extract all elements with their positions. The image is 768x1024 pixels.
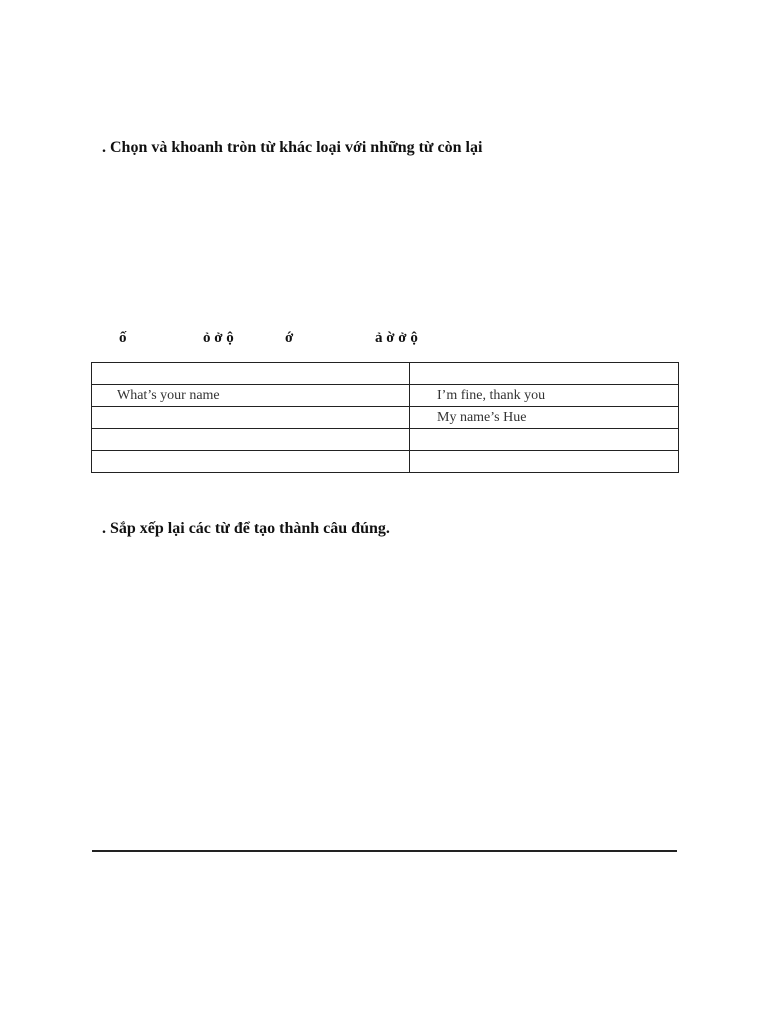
answer-cell <box>410 451 679 473</box>
table-row <box>92 407 679 429</box>
text-fragment: ố <box>119 330 127 346</box>
answer-cell <box>410 429 679 451</box>
question-cell <box>92 407 410 429</box>
section-heading-reorder-words: . Sắp xếp lại các từ để tạo thành câu đúng. <box>102 520 390 537</box>
question-cell <box>92 451 410 473</box>
answer-cell: My name’s Hue <box>410 407 679 429</box>
answer-cell <box>410 363 679 385</box>
table-row <box>92 429 679 451</box>
table-row <box>92 451 679 473</box>
question-cell <box>92 429 410 451</box>
text-fragment: ớ <box>285 330 294 346</box>
section-heading-odd-one-out: . Chọn và khoanh tròn từ khác loại với những từ còn lại <box>102 139 483 156</box>
question-cell <box>92 363 410 385</box>
horizontal-rule <box>92 850 677 852</box>
question-cell: What’s your name <box>92 385 410 407</box>
table-row <box>92 363 679 385</box>
matching-table <box>91 362 679 473</box>
table-row <box>92 385 679 407</box>
text-fragment: ỏ ở ộ <box>203 330 234 346</box>
text-fragment: ả ờ ở ộ <box>375 330 418 346</box>
answer-cell: I’m fine, thank you <box>410 385 679 407</box>
